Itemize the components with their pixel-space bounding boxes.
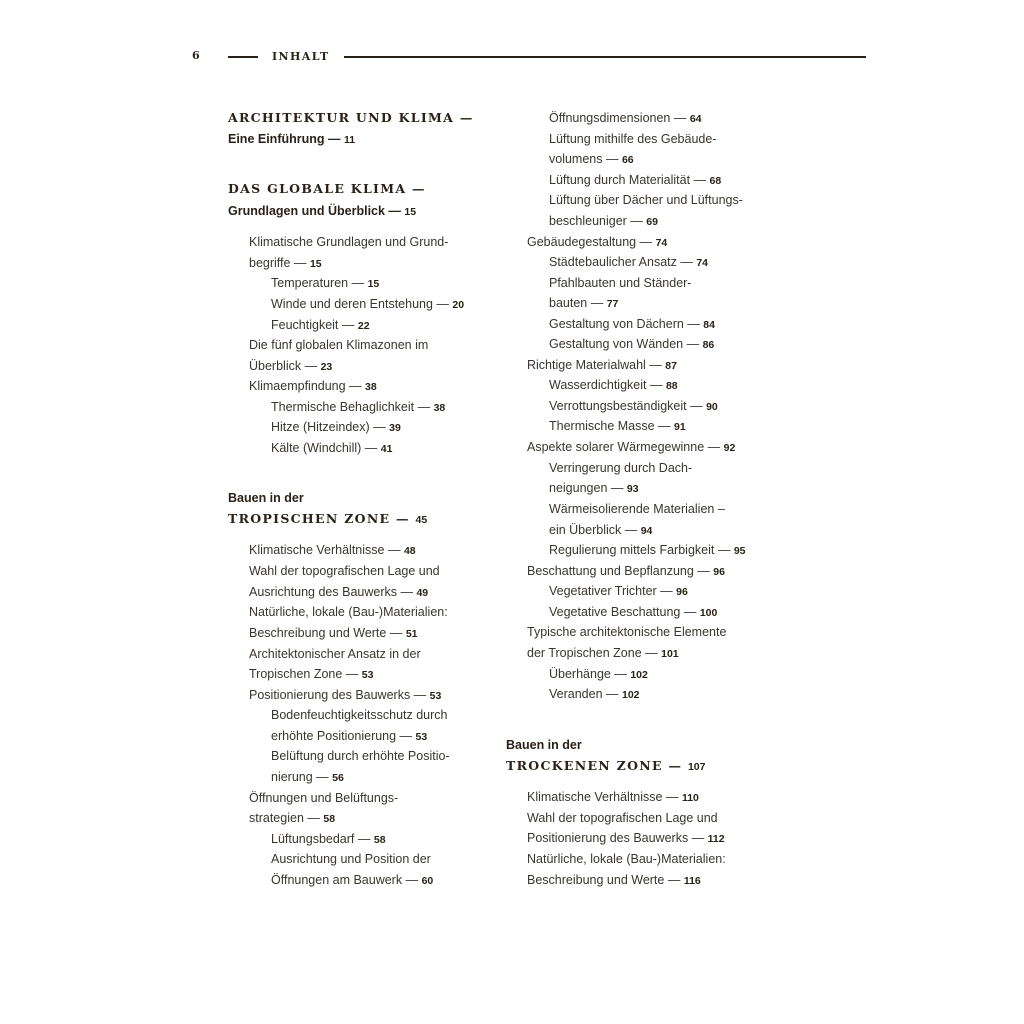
toc-entry-page-number: 94: [640, 525, 653, 537]
toc-entry-page-number: 41: [380, 443, 393, 455]
toc-entry-title: Veranden —: [549, 687, 619, 701]
toc-entry-page-number: 23: [320, 361, 333, 373]
toc-entry-page-number: 53: [415, 731, 428, 743]
toc-entry-title: Gestaltung von Wänden —: [549, 337, 700, 351]
toc-entry-page-number: 112: [707, 833, 725, 845]
toc-entry-page-number: 22: [357, 320, 370, 332]
toc-entry: [271, 851, 431, 867]
toc-entry: [249, 358, 332, 375]
toc-entry: [527, 357, 677, 374]
toc-entry: [271, 872, 433, 889]
toc-entry: [527, 872, 701, 889]
toc-entry-title: Thermische Behaglichkeit —: [271, 400, 431, 414]
toc-entry: [249, 563, 440, 579]
toc-entry-page-number: 15: [309, 258, 322, 270]
toc-entry: [271, 769, 344, 786]
toc-entry-page-number: 11: [343, 134, 356, 146]
toc-entry-page-number: 84: [703, 319, 715, 331]
toc-entry-title: Lüftung mithilfe des Gebäude-: [549, 132, 717, 146]
toc-entry: [249, 646, 421, 662]
toc-entry-page-number: 51: [405, 628, 418, 640]
toc-entry: [228, 511, 427, 528]
toc-entry-page-number: 93: [626, 483, 639, 495]
toc-entry: [549, 275, 691, 291]
toc-entry-title: Aspekte solarer Wärmegewinne —: [527, 440, 721, 454]
toc-entry: [549, 151, 634, 168]
toc-entry: [271, 728, 427, 745]
toc-entry-title: Bauen in der: [506, 738, 582, 752]
toc-entry-title: Kälte (Windchill) —: [271, 441, 378, 455]
toc-entry-page-number: 88: [665, 380, 678, 392]
toc-entry-title: Wärmeisolierende Materialien –: [549, 502, 725, 516]
toc-entry-title: Bodenfeuchtigkeitsschutz durch: [271, 708, 448, 722]
toc-entry: [549, 336, 714, 353]
toc-entry: [506, 758, 705, 775]
toc-entry: [549, 460, 692, 476]
toc-entry: [527, 830, 725, 847]
toc-entry: [271, 296, 464, 313]
toc-entry: [249, 255, 322, 272]
toc-entry-title: Klimatische Verhältnisse —: [527, 790, 679, 804]
toc-entry-title: bauten —: [549, 296, 604, 310]
toc-entry-title: ein Überblick —: [549, 523, 638, 537]
toc-entry: [527, 645, 679, 662]
toc-entry: [228, 490, 304, 506]
toc-entry: [271, 707, 448, 723]
toc-entry-page-number: 38: [365, 381, 377, 393]
toc-entry-title: Beschattung und Bepflanzung —: [527, 564, 710, 578]
toc-entry-title: TROCKENEN ZONE —: [506, 758, 683, 773]
toc-entry-page-number: 102: [621, 689, 640, 701]
toc-entry-title: Typische architektonische Elemente: [527, 625, 727, 639]
toc-entry-page-number: 87: [665, 360, 677, 372]
toc-entry: [249, 378, 377, 395]
toc-entry-title: Klimatische Verhältnisse —: [249, 543, 401, 557]
toc-entry: [249, 810, 335, 827]
toc-entry-page-number: 15: [367, 278, 380, 290]
toc-entry: [249, 337, 428, 353]
toc-entry-page-number: 38: [433, 402, 446, 414]
toc-entry-page-number: 92: [723, 442, 736, 454]
toc-entry-title: Verringerung durch Dach-: [549, 461, 693, 475]
toc-entry-page-number: 96: [676, 586, 688, 598]
toc-entry: [271, 440, 392, 457]
toc-entry: [549, 110, 702, 127]
toc-entry-page-number: 107: [687, 761, 706, 773]
toc-entry-title: Lüftungsbedarf —: [271, 832, 371, 846]
toc-entry: [527, 789, 699, 806]
toc-entry: [249, 542, 416, 559]
toc-entry-title: Die fünf globalen Klimazonen im: [249, 338, 429, 352]
toc-entry: [249, 666, 373, 683]
toc-entry: [549, 254, 708, 271]
toc-entry: [549, 583, 688, 600]
toc-entry-page-number: 64: [689, 113, 702, 125]
toc-entry-page-number: 58: [323, 813, 336, 825]
toc-entry: [549, 192, 743, 208]
toc-entry-title: Verrottungsbeständigkeit —: [549, 399, 703, 413]
toc-entry: [228, 203, 416, 220]
toc-entry: [549, 316, 715, 333]
toc-entry: [228, 181, 426, 197]
toc-entry-page-number: 96: [713, 566, 725, 578]
toc-entry: [549, 604, 717, 621]
toc-entry-title: beschleuniger —: [549, 214, 643, 228]
toc-entry-page-number: 90: [706, 401, 718, 413]
toc-entry-title: neigungen —: [549, 481, 624, 495]
toc-entry: [271, 275, 379, 292]
toc-entry: [271, 419, 401, 436]
toc-entry: [228, 110, 474, 126]
toc-entry: [249, 604, 448, 620]
toc-entry-title: Vegetativer Trichter —: [549, 584, 673, 598]
toc-entry-title: Klimatische Grundlagen und Grund-: [249, 235, 449, 249]
toc-entry-title: Belüftung durch erhöhte Positio-: [271, 749, 450, 763]
toc-entry-page-number: 48: [403, 545, 416, 557]
toc-entry: [549, 172, 721, 189]
section-title: INHALT: [272, 50, 330, 63]
toc-entry-page-number: 74: [655, 237, 668, 249]
toc-entry-title: TROPISCHEN ZONE —: [228, 511, 410, 526]
toc-entry-title: Wahl der topografischen Lage und: [527, 811, 718, 825]
header-rule-long: [344, 56, 866, 58]
toc-entry-title: Wahl der topografischen Lage und: [249, 564, 440, 578]
toc-entry-page-number: 58: [373, 834, 386, 846]
toc-entry-title: Positionierung des Bauwerks —: [527, 831, 705, 845]
toc-entry-page-number: 116: [683, 875, 701, 887]
toc-entry: [549, 522, 652, 539]
toc-entry-title: Grundlagen und Überblick —: [228, 204, 401, 218]
toc-entry: [271, 748, 450, 764]
toc-entry: [549, 686, 640, 703]
toc-entry: [249, 234, 448, 250]
toc-entry-title: Ausrichtung und Position der: [271, 852, 431, 866]
toc-entry-title: Öffnungen am Bauwerk —: [271, 873, 419, 887]
toc-entry-title: Lüftung durch Materialität —: [549, 173, 707, 187]
toc-entry: [549, 377, 678, 394]
toc-entry-page-number: 110: [681, 792, 699, 804]
toc-entry: [527, 234, 667, 251]
toc-entry-title: Regulierung mittels Farbigkeit —: [549, 543, 731, 557]
toc-entry: [228, 131, 355, 148]
toc-entry-page-number: 77: [606, 298, 619, 310]
toc-entry-title: nierung —: [271, 770, 329, 784]
toc-entry-title: Natürliche, lokale (Bau-)Materialien:: [249, 605, 448, 619]
toc-entry: [527, 624, 726, 640]
page-header: [0, 48, 1024, 68]
toc-entry-title: Positionierung des Bauwerks —: [249, 688, 427, 702]
toc-entry: [506, 737, 582, 753]
toc-entry-title: Wasserdichtigkeit —: [549, 378, 663, 392]
toc-entry: [249, 584, 428, 601]
toc-entry-title: Thermische Masse —: [549, 419, 671, 433]
toc-entry-title: Beschreibung und Werte —: [249, 626, 403, 640]
toc-entry-page-number: 74: [696, 257, 709, 269]
toc-entry-page-number: 53: [429, 690, 442, 702]
toc-entry-page-number: 49: [416, 587, 429, 599]
toc-entry-title: Vegetative Beschattung —: [549, 605, 697, 619]
toc-entry-page-number: 69: [646, 216, 658, 228]
toc-entry-page-number: 39: [389, 422, 401, 434]
toc-entry-title: der Tropischen Zone —: [527, 646, 658, 660]
toc-entry: [271, 831, 386, 848]
toc-entry: [549, 398, 718, 415]
toc-entry-title: Richtige Materialwahl —: [527, 358, 662, 372]
toc-entry: [527, 563, 725, 580]
toc-entry-title: Ausrichtung des Bauwerks —: [249, 585, 413, 599]
page-number: 6: [192, 49, 200, 62]
toc-entry-title: Temperaturen —: [271, 276, 365, 290]
toc-entry-title: Überblick —: [249, 359, 318, 373]
toc-entry: [549, 666, 648, 683]
toc-entry-page-number: 66: [621, 154, 634, 166]
toc-entry-page-number: 100: [699, 607, 718, 619]
toc-entry-title: Überhänge —: [549, 667, 627, 681]
header-rule-short: [228, 56, 258, 58]
toc-entry: [527, 851, 726, 867]
toc-entry-title: Winde und deren Entstehung —: [271, 297, 449, 311]
toc-entry-title: Beschreibung und Werte —: [527, 873, 681, 887]
toc-entry-title: Gestaltung von Dächern —: [549, 317, 700, 331]
toc-entry-title: Feuchtigkeit —: [271, 318, 355, 332]
toc-entry: [249, 625, 418, 642]
toc-entry-title: Pfahlbauten und Ständer-: [549, 276, 692, 290]
toc-entry-page-number: 53: [361, 669, 374, 681]
toc-entry-page-number: 15: [404, 206, 417, 218]
toc-entry-title: Gebäudegestaltung —: [527, 235, 653, 249]
toc-entry-page-number: 102: [630, 669, 648, 681]
toc-entry-page-number: 101: [661, 648, 679, 660]
toc-entry-title: erhöhte Positionierung —: [271, 729, 413, 743]
toc-entry: [549, 501, 725, 517]
toc-entry-page-number: 45: [415, 514, 428, 526]
toc-entry-title: volumens —: [549, 152, 619, 166]
toc-entry: [549, 131, 716, 147]
toc-entry: [271, 399, 445, 416]
toc-entry: [549, 480, 639, 497]
toc-entry: [527, 810, 718, 826]
toc-entry-title: Natürliche, lokale (Bau-)Materialien:: [527, 852, 726, 866]
toc-entry-title: strategien —: [249, 811, 320, 825]
toc-entry: [549, 542, 746, 559]
toc-entry: [527, 439, 735, 456]
toc-entry-title: DAS GLOBALE KLIMA —: [228, 181, 426, 196]
toc-entry: [249, 790, 398, 806]
toc-entry-title: Tropischen Zone —: [249, 667, 359, 681]
toc-entry: [271, 317, 370, 334]
toc-entry: [549, 418, 686, 435]
toc-entry-title: Hitze (Hitzeindex) —: [271, 420, 386, 434]
toc-entry-title: Öffnungsdimensionen —: [549, 111, 687, 125]
toc-entry-title: begriffe —: [249, 256, 307, 270]
toc-entry-page-number: 86: [702, 339, 715, 351]
toc-entry-title: Eine Einführung —: [228, 132, 341, 146]
toc-entry-page-number: 91: [674, 421, 686, 433]
toc-entry-title: Öffnungen und Belüftungs-: [249, 791, 399, 805]
toc-entry-title: Städtebaulicher Ansatz —: [549, 255, 693, 269]
toc-entry-title: Architektonischer Ansatz in der: [249, 647, 421, 661]
toc-entry-page-number: 95: [733, 545, 746, 557]
toc-entry: [549, 295, 618, 312]
toc-entry: [549, 213, 658, 230]
toc-entry-title: Bauen in der: [228, 491, 304, 505]
toc-entry-page-number: 68: [709, 175, 722, 187]
toc-entry-title: Lüftung über Dächer und Lüftungs-: [549, 193, 743, 207]
toc-entry-title: ARCHITEKTUR UND KLIMA —: [228, 110, 474, 125]
toc-entry-page-number: 20: [452, 299, 465, 311]
toc-entry-page-number: 60: [421, 875, 434, 887]
toc-entry: [249, 687, 441, 704]
toc-entry-title: Klimaempfindung —: [249, 379, 362, 393]
toc-entry-page-number: 56: [332, 772, 344, 784]
